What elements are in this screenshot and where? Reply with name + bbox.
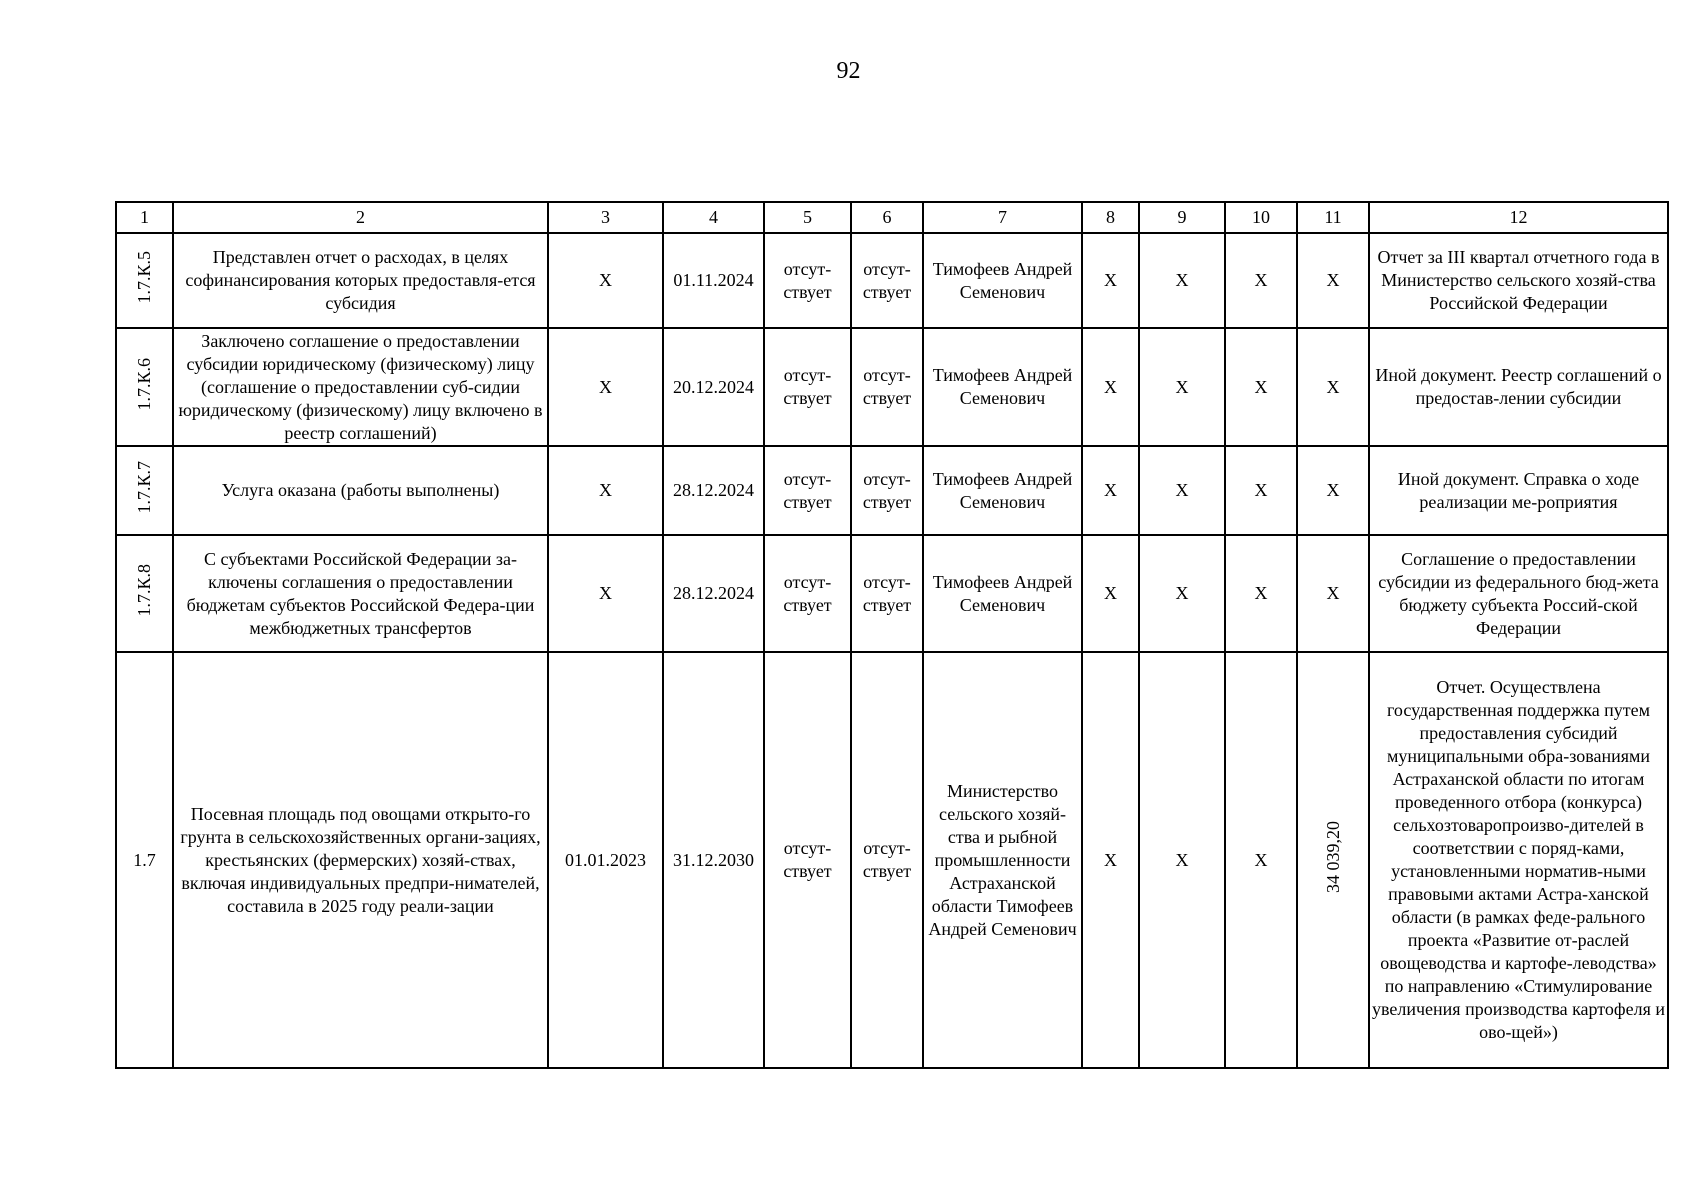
column-number: 5 (764, 202, 851, 233)
cell-col11: Х (1297, 233, 1369, 328)
responsible-cell: Министерство сельского хозяй-ства и рыбной промышленности Астраханской области Тимофеев Андрей Семенович (923, 652, 1082, 1068)
table-row (116, 535, 1668, 652)
document-cell: Отчет. Осуществлена государственная поддержка путем предоставления субсидий муниципальными обра-зованиями Астраханской области по итогам проведенного отбора (конкурса) сельхозтоваропроизво-дителей в соответствии с поряд-ками, установленными норматив-ными правовыми актами Астра-ханской области (в рамках феде-рального проекта «Развитие от-раслей овощеводства и картофе-леводства» по направлению «Стимулирование увеличения производства картофеля и ово-щей») (1369, 652, 1668, 1068)
row-description: С субъектами Российской Федерации за-ключены соглашения о предоставлении бюджетам субъектов Российской Федера-ции межбюджетных трансфертов (173, 535, 548, 652)
cell-col10: Х (1225, 652, 1297, 1068)
cell-col4: 28.12.2024 (663, 446, 764, 535)
row-code-cell (116, 328, 173, 446)
cell-col3: Х (548, 233, 663, 328)
cell-col5: отсут-ствует (764, 535, 851, 652)
cell-col10: Х (1225, 535, 1297, 652)
column-number: 2 (173, 202, 548, 233)
cell-col8: Х (1082, 233, 1139, 328)
cell-col10: Х (1225, 328, 1297, 446)
column-number: 8 (1082, 202, 1139, 233)
responsible-cell: Тимофеев Андрей Семенович (923, 446, 1082, 535)
document-cell: Иной документ. Справка о ходе реализации ме-роприятия (1369, 446, 1668, 535)
row-code-cell (116, 652, 173, 1068)
cell-col9: Х (1139, 446, 1225, 535)
cell-col8: Х (1082, 446, 1139, 535)
cell-col6: отсут-ствует (851, 535, 923, 652)
row-code-cell (116, 535, 173, 652)
cell-col5: отсут-ствует (764, 446, 851, 535)
cell-col9: Х (1139, 328, 1225, 446)
cell-col4: 31.12.2030 (663, 652, 764, 1068)
cell-col9: Х (1139, 652, 1225, 1068)
row-description: Услуга оказана (работы выполнены) (173, 446, 548, 535)
cell-col4: 01.11.2024 (663, 233, 764, 328)
cell-col4: 28.12.2024 (663, 535, 764, 652)
row-description: Представлен отчет о расходах, в целях софинансирования которых предоставля-ется субсидия (173, 233, 548, 328)
cell-col5: отсут-ствует (764, 233, 851, 328)
row-code: 1.7.К.8 (134, 564, 154, 617)
row-description: Посевная площадь под овощами открыто-го грунта в сельскохозяйственных органи-зациях, крестьянских (фермерских) хозяй-ствах, включая индивидуальных предпри-нимателей, составила в 2025 году реали-зации (173, 652, 548, 1068)
column-number: 1 (116, 202, 173, 233)
row-code: 1.7 (133, 849, 156, 870)
table-row (116, 652, 1668, 1068)
column-number: 3 (548, 202, 663, 233)
cell-col11: Х (1297, 535, 1369, 652)
cell-col10: Х (1225, 446, 1297, 535)
table-row (116, 446, 1668, 535)
document-cell: Иной документ. Реестр соглашений о предостав-лении субсидии (1369, 328, 1668, 446)
cell-col11: Х (1297, 328, 1369, 446)
cell-col6: отсут-ствует (851, 328, 923, 446)
cell-col11: Х (1297, 446, 1369, 535)
row-code: 1.7.К.7 (134, 461, 154, 514)
cell-col3: 01.01.2023 (548, 652, 663, 1068)
plan-table (115, 201, 1669, 1069)
column-number: 9 (1139, 202, 1225, 233)
cell-col3: Х (548, 446, 663, 535)
cell-col9: Х (1139, 535, 1225, 652)
responsible-cell: Тимофеев Андрей Семенович (923, 233, 1082, 328)
document-cell: Отчет за III квартал отчетного года в Министерство сельского хозяй-ства Российской Федерации (1369, 233, 1668, 328)
row-code-cell (116, 233, 173, 328)
amount-value: 34 039,20 (1322, 821, 1343, 893)
cell-col4: 20.12.2024 (663, 328, 764, 446)
column-number: 12 (1369, 202, 1668, 233)
row-code-cell (116, 446, 173, 535)
cell-col9: Х (1139, 233, 1225, 328)
column-number: 7 (923, 202, 1082, 233)
cell-col8: Х (1082, 652, 1139, 1068)
cell-col6: отсут-ствует (851, 446, 923, 535)
row-description: Заключено соглашение о предоставлении субсидии юридическому (физическому) лицу (соглашение о предоставлении суб-сидии юридическому (физическому) лицу включено в реестр соглашений) (173, 328, 548, 446)
cell-col11 (1297, 652, 1369, 1068)
column-number-row (116, 202, 1668, 233)
responsible-cell: Тимофеев Андрей Семенович (923, 535, 1082, 652)
cell-col8: Х (1082, 328, 1139, 446)
page-number: 92 (836, 58, 861, 84)
row-code: 1.7.К.5 (134, 251, 154, 304)
cell-col3: Х (548, 328, 663, 446)
cell-col6: отсут-ствует (851, 652, 923, 1068)
column-number: 4 (663, 202, 764, 233)
cell-col3: Х (548, 535, 663, 652)
column-number: 6 (851, 202, 923, 233)
cell-col10: Х (1225, 233, 1297, 328)
cell-col6: отсут-ствует (851, 233, 923, 328)
document-cell: Соглашение о предоставлении субсидии из федерального бюд-жета бюджету субъекта Россий-ской Федерации (1369, 535, 1668, 652)
column-number: 11 (1297, 202, 1369, 233)
table-row (116, 233, 1668, 328)
cell-col8: Х (1082, 535, 1139, 652)
column-number: 10 (1225, 202, 1297, 233)
responsible-cell: Тимофеев Андрей Семенович (923, 328, 1082, 446)
cell-col5: отсут-ствует (764, 328, 851, 446)
row-code: 1.7.К.6 (134, 357, 154, 411)
table-row (116, 328, 1668, 446)
cell-col5: отсут-ствует (764, 652, 851, 1068)
